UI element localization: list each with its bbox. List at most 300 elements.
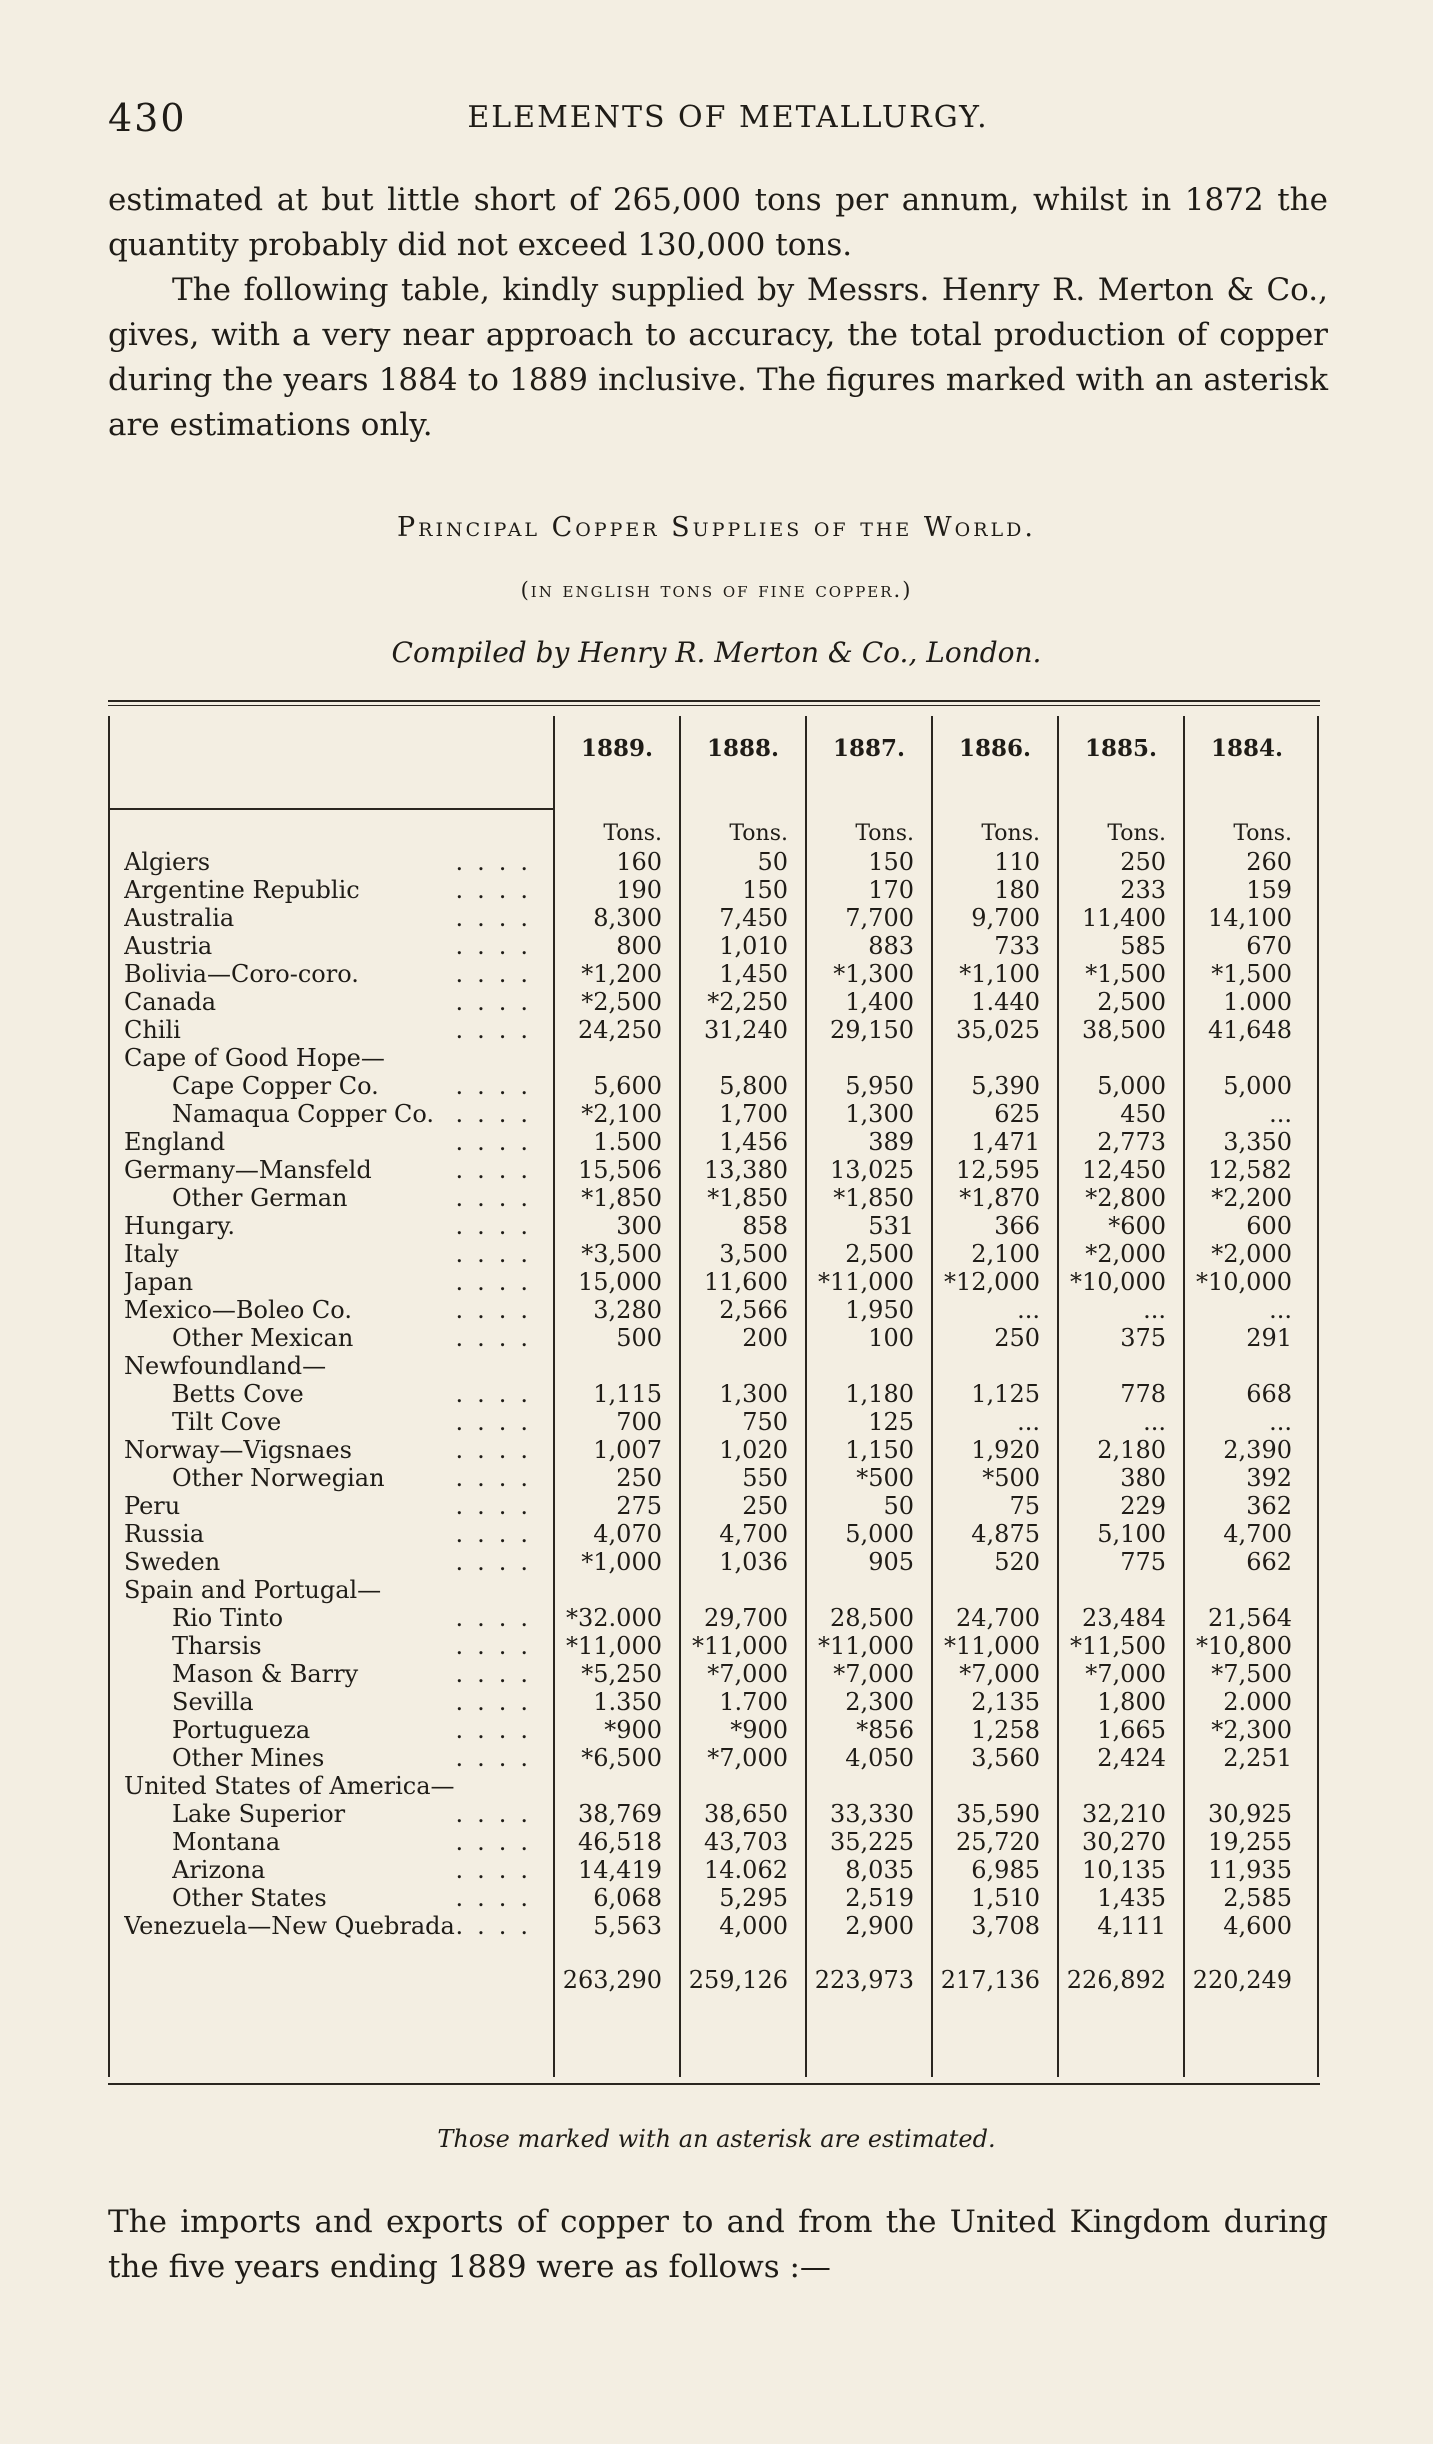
year-header: 1884. <box>1210 735 1284 762</box>
row-label <box>172 1660 554 1688</box>
table-cell: 6,068 <box>593 1884 662 1912</box>
row-label-text: Australia <box>124 904 235 932</box>
row-label-text: Japan <box>124 1268 194 1296</box>
table-cell: *12,000 <box>944 1268 1040 1296</box>
row-label-text: Lake Superior <box>172 1800 346 1828</box>
row-label <box>124 1212 554 1240</box>
page-header <box>108 96 1328 146</box>
table-cell: *2,250 <box>707 988 788 1016</box>
table-cell: ... <box>1143 1408 1166 1436</box>
table-row <box>108 1408 1320 1436</box>
leader-dots: .... <box>455 1464 542 1492</box>
row-label <box>172 1828 554 1856</box>
table-row <box>108 1184 1320 1212</box>
table-cell: 2,500 <box>845 1240 914 1268</box>
table-cell: Tons. <box>1107 821 1166 846</box>
row-label <box>172 1688 554 1716</box>
table-cell: 160 <box>616 848 662 876</box>
row-label <box>124 1576 554 1604</box>
table-row <box>108 1604 1320 1632</box>
leader-dots: .... <box>455 1660 542 1688</box>
table-row <box>108 1548 1320 1576</box>
table-cell: 5,800 <box>719 1072 788 1100</box>
table-cell: 5,295 <box>719 1884 788 1912</box>
row-label-text: Cape Copper Co. <box>172 1072 379 1100</box>
leader-dots: .... <box>455 1324 542 1352</box>
table-cell: *2,000 <box>1085 1240 1166 1268</box>
table-row <box>108 1800 1320 1828</box>
table-cell: 800 <box>616 932 662 960</box>
leader-dots: .... <box>455 848 542 876</box>
table-cell: 2,390 <box>1223 1436 1292 1464</box>
table-bottom-rule <box>108 2083 1320 2085</box>
table-row <box>108 1492 1320 1520</box>
table-cell: 275 <box>616 1492 662 1520</box>
paragraph-continuation: estimated at but little short of 265,000 tons per annum, whilst in 1872 the quantity probably did not exceed 130,000 tons. <box>108 182 1328 263</box>
row-label <box>124 1352 554 1380</box>
table-cell: 220,249 <box>1192 1966 1292 1994</box>
table-cell: *1,200 <box>581 960 662 988</box>
year-header: 1885. <box>1084 735 1158 762</box>
leader-dots: .... <box>455 1800 542 1828</box>
row-label <box>124 1268 554 1296</box>
table-cell: *7,000 <box>707 1660 788 1688</box>
table-cell: 600 <box>1246 1212 1292 1240</box>
leader-dots: .... <box>455 1380 542 1408</box>
row-label-text: Other Norwegian <box>172 1464 385 1492</box>
row-label <box>124 1436 554 1464</box>
paragraph-table-intro-text: The following table, kindly supplied by Messrs. Henry R. Merton & Co., gives, with a very near approach to accuracy, the total production of copper during the years 1884 to 1889 inclusive. The figures marked with an asterisk are estimations only. <box>108 272 1328 443</box>
year-header: 1888. <box>706 735 780 762</box>
table-cell: *10,800 <box>1196 1632 1292 1660</box>
page-number: 430 <box>108 96 187 140</box>
table-cell: 21,564 <box>1208 1604 1292 1632</box>
table-cell: *11,000 <box>566 1632 662 1660</box>
table-cell: *1,500 <box>1085 960 1166 988</box>
table-cell: 250 <box>1120 848 1166 876</box>
leader-dots: .... <box>455 988 542 1016</box>
table-cell: Tons. <box>855 821 914 846</box>
table-cell: ... <box>1017 1408 1040 1436</box>
table-cell: 23,484 <box>1082 1604 1166 1632</box>
table-cell: 905 <box>868 1548 914 1576</box>
leader-dots: .... <box>455 1912 542 1940</box>
table-cell: *900 <box>604 1716 662 1744</box>
table-compiled-by: Compiled by Henry R. Merton & Co., London. <box>391 636 1042 669</box>
table-row <box>108 960 1320 988</box>
table-cell: 110 <box>994 848 1040 876</box>
row-label-text: Argentine Republic <box>124 876 360 904</box>
table-cell: 1,510 <box>971 1884 1040 1912</box>
table-cell: 883 <box>868 932 914 960</box>
table-cell: *1,500 <box>1211 960 1292 988</box>
row-label-text: Algiers <box>124 848 211 876</box>
row-label <box>124 932 554 960</box>
table-cell: 4,050 <box>845 1744 914 1772</box>
table-cell: 2.000 <box>1223 1688 1292 1716</box>
row-label-text: Mason & Barry <box>172 1660 359 1688</box>
row-label-text: Venezuela—New Quebrada <box>124 1912 455 1940</box>
table-cell: 14.062 <box>704 1856 788 1884</box>
table-cell: 450 <box>1120 1100 1166 1128</box>
table-cell: 15,506 <box>578 1156 662 1184</box>
table-cell: 4,700 <box>1223 1520 1292 1548</box>
table-cell: 229 <box>1120 1492 1166 1520</box>
table-cell: 366 <box>994 1212 1040 1240</box>
table-cell: 75 <box>1009 1492 1040 1520</box>
table-cell: 733 <box>994 932 1040 960</box>
row-label-text: Cape of Good Hope— <box>124 1044 385 1072</box>
leader-dots: .... <box>455 1688 542 1716</box>
table-row <box>108 1716 1320 1744</box>
row-label-text: Russia <box>124 1520 205 1548</box>
table-cell: 1,700 <box>719 1100 788 1128</box>
table-cell: Tons. <box>981 821 1040 846</box>
table-cell: 226,892 <box>1066 1966 1166 1994</box>
table-row <box>108 932 1320 960</box>
table-cell: 1,471 <box>971 1128 1040 1156</box>
row-label <box>124 1296 554 1324</box>
row-label-text: Italy <box>124 1240 179 1268</box>
leader-dots: .... <box>455 876 542 904</box>
row-label <box>124 1156 554 1184</box>
table-cell: 159 <box>1246 876 1292 904</box>
table-title: Principal Copper Supplies of the World. <box>397 512 1036 543</box>
table-cell: 1,450 <box>719 960 788 988</box>
row-label-text: Arizona <box>172 1856 266 1884</box>
table-cell: 1,300 <box>719 1380 788 1408</box>
leader-dots: .... <box>455 1268 542 1296</box>
table-cell: 5,100 <box>1097 1520 1166 1548</box>
table-cell: ... <box>1143 1296 1166 1324</box>
table-cell: 7,700 <box>845 904 914 932</box>
table-cell: 1,665 <box>1097 1716 1166 1744</box>
table-cell: 250 <box>616 1464 662 1492</box>
units-row <box>108 820 1320 848</box>
row-label-text: Other States <box>172 1884 327 1912</box>
table-cell: 1,150 <box>845 1436 914 1464</box>
table-cell: 4,875 <box>971 1520 1040 1548</box>
table-cell: 38,769 <box>578 1800 662 1828</box>
table-cell: 11,400 <box>1082 904 1166 932</box>
table-cell: 200 <box>742 1324 788 1352</box>
row-label-text: Tilt Cove <box>172 1408 282 1436</box>
table-cell: 259,126 <box>688 1966 788 1994</box>
table-cell: 38,500 <box>1082 1016 1166 1044</box>
table-row <box>108 1744 1320 1772</box>
table-subtitle: (in english tons of fine copper.) <box>520 578 913 602</box>
table-cell: 778 <box>1120 1380 1166 1408</box>
table-row <box>108 848 1320 876</box>
table-cell: 150 <box>742 876 788 904</box>
leader-dots: .... <box>455 1632 542 1660</box>
leader-dots: .... <box>455 1016 542 1044</box>
table-cell: 5,600 <box>593 1072 662 1100</box>
table-cell: 180 <box>994 876 1040 904</box>
table-row <box>108 1352 1320 1380</box>
table-cell: 858 <box>742 1212 788 1240</box>
table-cell: 2,300 <box>845 1688 914 1716</box>
row-label-text: Other Mexican <box>172 1324 354 1352</box>
table-cell: *900 <box>730 1716 788 1744</box>
row-label <box>124 1520 554 1548</box>
table-cell: 4,000 <box>719 1912 788 1940</box>
table-cell: 31,240 <box>704 1016 788 1044</box>
row-label <box>172 1184 554 1212</box>
table-cell: 11,600 <box>704 1268 788 1296</box>
table-cell: 2,424 <box>1097 1744 1166 1772</box>
table-cell: 43,703 <box>704 1828 788 1856</box>
table-cell: *7,000 <box>959 1660 1040 1688</box>
table-cell: *2,500 <box>581 988 662 1016</box>
table-cell: *6,500 <box>581 1744 662 1772</box>
row-label-text: Canada <box>124 988 217 1016</box>
table-row <box>108 1072 1320 1100</box>
paragraph-imports-exports: The imports and exports of copper to and from the United Kingdom during the five years ending 1889 were as follows :— <box>108 2204 1328 2285</box>
table-cell: *1,850 <box>707 1184 788 1212</box>
table-row <box>108 1016 1320 1044</box>
table-cell: ... <box>1269 1296 1292 1324</box>
table-top-rule <box>108 700 1320 702</box>
table-cell: 32,210 <box>1082 1800 1166 1828</box>
table-row <box>108 1772 1320 1800</box>
table-cell: 1,435 <box>1097 1884 1166 1912</box>
leader-dots: .... <box>455 1184 542 1212</box>
leader-dots: .... <box>455 1604 542 1632</box>
table-cell: *1,300 <box>833 960 914 988</box>
table-cell: *5,250 <box>581 1660 662 1688</box>
table-cell: *11,000 <box>692 1632 788 1660</box>
table-row <box>108 1828 1320 1856</box>
row-label <box>124 960 554 988</box>
table-cell: 5,000 <box>1097 1072 1166 1100</box>
leader-dots: .... <box>455 1408 542 1436</box>
table-cell: 25,720 <box>956 1828 1040 1856</box>
table-cell: 263,290 <box>562 1966 662 1994</box>
table-row <box>108 1436 1320 1464</box>
table-cell: 1,300 <box>845 1100 914 1128</box>
table-cell: 2,500 <box>1097 988 1166 1016</box>
table-cell: 2,251 <box>1223 1744 1292 1772</box>
table-cell: 1,036 <box>719 1548 788 1576</box>
table-cell: 662 <box>1246 1548 1292 1576</box>
table-cell: 6,985 <box>971 1856 1040 1884</box>
year-header: 1889. <box>580 735 654 762</box>
table-cell: 1,400 <box>845 988 914 1016</box>
leader-dots: .... <box>455 932 542 960</box>
table-cell: 13,025 <box>830 1156 914 1184</box>
table-cell: *7,000 <box>707 1744 788 1772</box>
table-row <box>108 1268 1320 1296</box>
row-label-text: Mexico—Boleo Co. <box>124 1296 352 1324</box>
table-cell: 1,020 <box>719 1436 788 1464</box>
table-cell: *1,850 <box>833 1184 914 1212</box>
table-cell: 2,585 <box>1223 1884 1292 1912</box>
table-cell: 260 <box>1246 848 1292 876</box>
table-cell: *10,000 <box>1070 1268 1166 1296</box>
table-cell: *1,000 <box>581 1548 662 1576</box>
table-cell: 2,900 <box>845 1912 914 1940</box>
table-cell: 33,330 <box>830 1800 914 1828</box>
row-label-text: Austria <box>124 932 213 960</box>
table-cell: 29,150 <box>830 1016 914 1044</box>
table-cell: 170 <box>868 876 914 904</box>
table-cell: 15,000 <box>578 1268 662 1296</box>
table-cell: 28,500 <box>830 1604 914 1632</box>
paragraph-table-intro <box>108 268 1328 448</box>
table-row <box>108 1212 1320 1240</box>
table-cell: 1,950 <box>845 1296 914 1324</box>
leader-dots: .... <box>455 1744 542 1772</box>
table-row <box>108 1156 1320 1184</box>
table-row <box>108 1044 1320 1072</box>
table-cell: 1,920 <box>971 1436 1040 1464</box>
row-label <box>172 1716 554 1744</box>
leader-dots: .... <box>455 1436 542 1464</box>
table-cell: *1,100 <box>959 960 1040 988</box>
table-cell: 223,973 <box>814 1966 914 1994</box>
row-label <box>172 1884 554 1912</box>
table-cell: 500 <box>616 1324 662 1352</box>
table-cell: 1,125 <box>971 1380 1040 1408</box>
table-cell: 625 <box>994 1100 1040 1128</box>
table-top-rule-thin <box>108 705 1320 706</box>
row-label <box>172 1072 554 1100</box>
row-label-text: Newfoundland— <box>124 1352 327 1380</box>
table-cell: 2,180 <box>1097 1436 1166 1464</box>
table-cell: Tons. <box>729 821 788 846</box>
table-cell: 9,700 <box>971 904 1040 932</box>
table-cell: *11,000 <box>944 1632 1040 1660</box>
table-cell: 38,650 <box>704 1800 788 1828</box>
table-cell: 30,925 <box>1208 1800 1292 1828</box>
row-label-text: Chili <box>124 1016 181 1044</box>
table-cell: 1,258 <box>971 1716 1040 1744</box>
leader-dots: .... <box>455 960 542 988</box>
table-cell: *7,000 <box>833 1660 914 1688</box>
table-cell: *7,000 <box>1085 1660 1166 1688</box>
table-row <box>108 988 1320 1016</box>
row-label <box>172 1604 554 1632</box>
leader-dots: .... <box>455 1548 542 1576</box>
leader-dots: .... <box>455 1716 542 1744</box>
table-row <box>108 1324 1320 1352</box>
table-cell: 3,280 <box>593 1296 662 1324</box>
row-label-text: Rio Tinto <box>172 1604 284 1632</box>
table-cell: 12,582 <box>1208 1156 1292 1184</box>
row-label <box>124 988 554 1016</box>
table-cell: 1,115 <box>593 1380 662 1408</box>
row-label-text: Sevilla <box>172 1688 254 1716</box>
row-label-text: Other Mines <box>172 1744 325 1772</box>
table-cell: 7,450 <box>719 904 788 932</box>
table-row <box>108 1296 1320 1324</box>
row-label <box>172 1800 554 1828</box>
table-cell: *11,500 <box>1070 1632 1166 1660</box>
table-cell: 3,350 <box>1223 1128 1292 1156</box>
table-cell: 24,250 <box>578 1016 662 1044</box>
table-cell: 1.700 <box>719 1688 788 1716</box>
table-cell: 585 <box>1120 932 1166 960</box>
table-body <box>108 820 1320 2000</box>
table-footnote: Those marked with an asterisk are estimated. <box>437 2125 996 2153</box>
table-cell: 100 <box>868 1324 914 1352</box>
table-cell: 550 <box>742 1464 788 1492</box>
table-cell: *500 <box>982 1464 1040 1492</box>
table-cell: 300 <box>616 1212 662 1240</box>
table-row <box>108 1688 1320 1716</box>
table-cell: 1,180 <box>845 1380 914 1408</box>
row-label <box>124 1016 554 1044</box>
table-cell: 4,111 <box>1097 1912 1166 1940</box>
leader-dots: .... <box>455 1240 542 1268</box>
table-row <box>108 1660 1320 1688</box>
table-cell: 1,010 <box>719 932 788 960</box>
row-label <box>172 1408 554 1436</box>
leader-dots: .... <box>455 904 542 932</box>
row-label-text: Bolivia—Coro-coro. <box>124 960 359 988</box>
table-row <box>108 1856 1320 1884</box>
table-cell: 700 <box>616 1408 662 1436</box>
table-cell: 8,300 <box>593 904 662 932</box>
table-cell: *7,500 <box>1211 1660 1292 1688</box>
table-cell: 50 <box>757 848 788 876</box>
table-cell: 46,518 <box>578 1828 662 1856</box>
table-cell: 8,035 <box>845 1856 914 1884</box>
table-cell: 35,590 <box>956 1800 1040 1828</box>
table-cell: 217,136 <box>940 1966 1040 1994</box>
table-cell: 3,708 <box>971 1912 1040 1940</box>
table-cell: 2,135 <box>971 1688 1040 1716</box>
copper-supplies-table <box>108 700 1320 2085</box>
table-cell: 4,600 <box>1223 1912 1292 1940</box>
table-row <box>108 1576 1320 1604</box>
row-label <box>124 1912 554 1940</box>
table-cell: 362 <box>1246 1492 1292 1520</box>
table-row <box>108 904 1320 932</box>
table-cell: *32.000 <box>566 1604 662 1632</box>
row-label-text: Spain and Portugal— <box>124 1576 382 1604</box>
leader-dots: .... <box>455 1828 542 1856</box>
table-cell: ... <box>1017 1296 1040 1324</box>
table-cell: 1,800 <box>1097 1688 1166 1716</box>
leader-dots: .... <box>455 1212 542 1240</box>
row-label-text: Hungary. <box>124 1212 235 1240</box>
leader-dots: .... <box>455 1856 542 1884</box>
table-cell: 392 <box>1246 1464 1292 1492</box>
table-cell: 30,270 <box>1082 1828 1166 1856</box>
table-header-rule <box>108 808 554 810</box>
table-cell: 150 <box>868 848 914 876</box>
table-row <box>108 876 1320 904</box>
table-row <box>108 1100 1320 1128</box>
row-label <box>172 1324 554 1352</box>
table-row <box>108 1520 1320 1548</box>
row-label <box>124 1128 554 1156</box>
leader-dots: .... <box>455 1128 542 1156</box>
table-cell: 2,519 <box>845 1884 914 1912</box>
leader-dots: .... <box>455 1884 542 1912</box>
table-cell: 5,390 <box>971 1072 1040 1100</box>
row-label <box>124 904 554 932</box>
table-cell: 2,566 <box>719 1296 788 1324</box>
table-cell: *2,300 <box>1211 1716 1292 1744</box>
table-cell: ... <box>1269 1100 1292 1128</box>
row-label <box>124 848 554 876</box>
row-label <box>172 1744 554 1772</box>
table-cell: 13,380 <box>704 1156 788 1184</box>
table-cell: 50 <box>883 1492 914 1520</box>
